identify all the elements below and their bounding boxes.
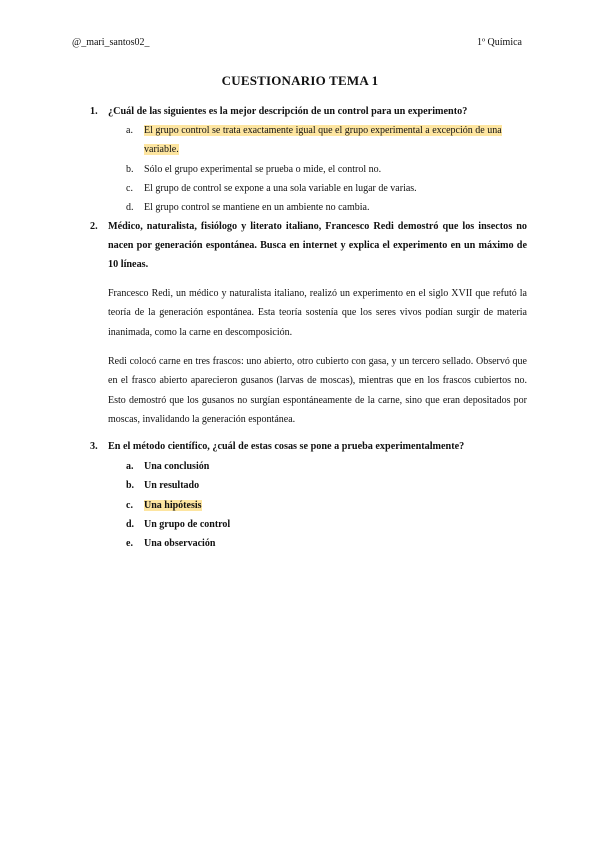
option-letter: e. — [126, 538, 133, 550]
question-1-options — [126, 121, 528, 217]
page-header — [72, 37, 522, 51]
option-b — [126, 476, 528, 495]
option-d — [126, 198, 528, 217]
option-a — [126, 457, 528, 476]
question-1 — [90, 102, 527, 121]
option-text: Un resultado — [144, 480, 200, 492]
option-text: El grupo de control se expone a una sola variable en lugar de varias. — [144, 182, 417, 194]
option-d — [126, 515, 528, 534]
question-3 — [90, 437, 527, 456]
option-text-highlighted: Una hipótesis — [144, 499, 202, 511]
option-letter: d. — [126, 518, 135, 530]
question-number: 3. — [90, 441, 98, 452]
option-text: Una observación — [144, 538, 216, 550]
option-text: Un grupo de control — [144, 518, 231, 530]
option-b — [126, 160, 528, 179]
question-text: ¿Cuál de las siguientes es la mejor descripción de un control para un experimento? — [108, 106, 468, 117]
option-text-highlighted: El grupo control se trata exactamente igual que el grupo experimental a excepción de una variable. — [144, 125, 502, 156]
author-handle: @_mari_santos02_ — [72, 37, 150, 48]
option-text: Una conclusión — [144, 461, 210, 472]
option-letter: c. — [126, 499, 133, 511]
question-number: 1. — [90, 106, 98, 117]
question-2 — [90, 217, 527, 274]
page-title: CUESTIONARIO TEMA 1 — [221, 73, 379, 88]
option-text: Sólo el grupo experimental se prueba o mide, el control no. — [144, 163, 382, 175]
option-letter: a. — [126, 461, 134, 472]
option-c — [126, 179, 528, 198]
option-text: El grupo control se mantiene en un ambiente no cambia. — [144, 202, 370, 214]
option-c — [126, 496, 528, 515]
option-letter: d. — [126, 202, 134, 214]
subject-label: 1º Química — [476, 37, 522, 48]
option-e — [126, 534, 528, 553]
question-number: 2. — [90, 221, 98, 232]
question-3-options — [126, 457, 528, 553]
option-letter: a. — [126, 125, 133, 136]
option-letter: b. — [126, 480, 135, 492]
option-letter: c. — [126, 182, 133, 194]
question-text: En el método científico, ¿cuál de estas cosas se pone a prueba experimentalmente? — [108, 441, 465, 452]
option-letter: b. — [126, 163, 134, 175]
answer-paragraph-2: Redi colocó carne en tres frascos: uno abierto, otro cubierto con gasa, y un tercero sellado. Observó que en el frasco abierto aparecieron gusanos (larvas de moscas), mientras que en los frascos cubiertos no. Esto demostró que los gusanos no surgían espontáneamente de la carne, sino que eran depositados por moscas, invalidando la generación espontánea. — [108, 356, 527, 425]
answer-paragraph-1: Francesco Redi, un médico y naturalista italiano, realizó un experimento en el siglo XVII que refutó la teoría de la generación espontánea. Esta teoría sostenía que los seres vivos podían surgir de materia inanimada, como la carne en descomposición. — [108, 288, 527, 338]
option-a — [126, 121, 528, 160]
question-text: Médico, naturalista, fisiólogo y literato italiano, Francesco Redi demostró que los insectos no nacen por generación espontánea. Busca en internet y explica el experimento en un máximo de 10 líneas. — [108, 221, 527, 270]
